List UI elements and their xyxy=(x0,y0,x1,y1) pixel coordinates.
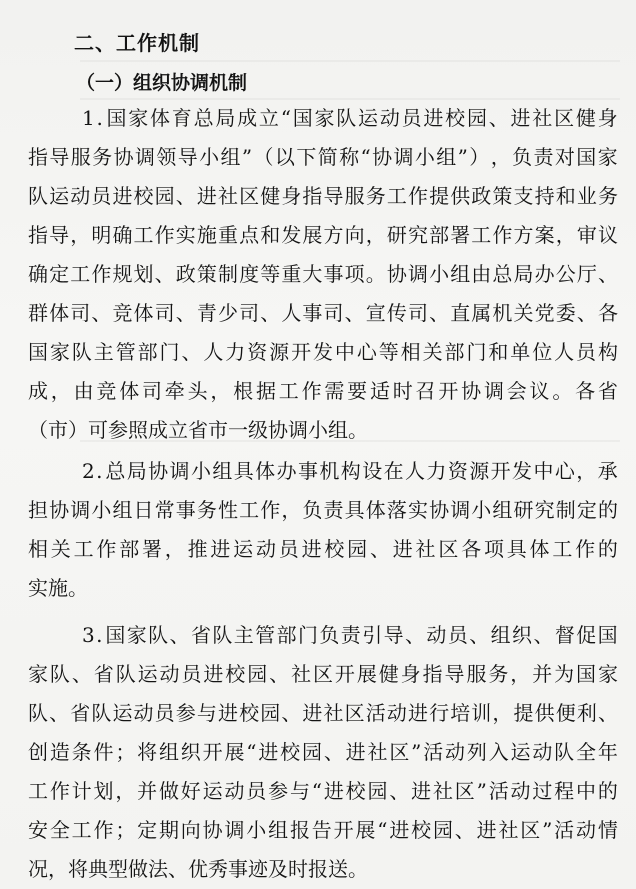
paragraph-line: 创 造 条 件 ； 将 组 织 开 展 “ 进 校 园 、 进 社 区 ” 活 动 列 入 运 动 队 全 年 xyxy=(28,740,618,764)
section-heading: 二、工作机制 xyxy=(74,31,200,55)
paragraph-line: 工 作 计 划 ， 并 做 好 运 动 员 参 与 “ 进 校 园 、 进 社 区 ” 活 动 过 程 中 的 xyxy=(28,779,618,803)
paragraph-line: 指 导 ， 明 确 工 作 实 施 重 点 和 发 展 方 向 ， 研 究 部 署 工 作 方 案 ， 审 议 xyxy=(28,223,618,247)
scan-bleed-mark xyxy=(80,98,620,100)
paragraph-line: 国 家 队 主 管 部 门 、 人 力 资 源 开 发 中 心 等 相 关 部 门 和 单 位 人 员 构 xyxy=(28,340,618,364)
paragraph-line: 群 体 司 、 竞 体 司 、 青 少 司 、 人 事 司 、 宣 传 司 、 直 属 机 关 党 委 、 各 xyxy=(28,301,618,325)
paragraph-line: 队 、 省 队 运 动 员 参 与 进 校 园 、 进 社 区 活 动 进 行 培 训 ， 提 供 便 利 、 xyxy=(28,701,618,725)
subsection-heading: （一）组织协调机制 xyxy=(76,72,248,94)
paragraph-line: 1 . 国 家 体 育 总 局 成 立 “ 国 家 队 运 动 员 进 校 园 、 进 社 区 健 身 xyxy=(82,106,618,130)
paragraph-line: 指 导 服 务 协 调 领 导 小 组 ” （ 以 下 简 称 “ 协 调 小 组 ” ） ， 负 责 对 国 家 xyxy=(28,145,618,169)
paragraph-line: 3 . 国 家 队 、 省 队 主 管 部 门 负 责 引 导 、 动 员 、 组 织 、 督 促 国 xyxy=(82,623,618,647)
paragraph-line: 家 队 、 省 队 运 动 员 进 校 园 、 社 区 开 展 健 身 指 导 服 务 ， 并 为 国 家 xyxy=(28,662,618,686)
paragraph-line: 况，将典型做法、优秀事迹及时报送。 xyxy=(28,857,368,881)
paragraph-line: 实施。 xyxy=(28,576,88,600)
paragraph-line: 担 协 调 小 组 日 常 事 务 性 工 作 ， 负 责 具 体 落 实 协 调 小 组 研 究 制 定 的 xyxy=(28,498,618,522)
scan-bleed-mark xyxy=(80,60,620,62)
paragraph-line: 成 ， 由 竞 体 司 牵 头 ， 根 据 工 作 需 要 适 时 召 开 协 调 会 议 。 各 省 xyxy=(28,379,618,403)
paragraph-line: 2 . 总 局 协 调 小 组 具 体 办 事 机 构 设 在 人 力 资 源 开 发 中 心 ， 承 xyxy=(82,459,618,483)
paragraph-line: 队 运 动 员 进 校 园 、 进 社 区 健 身 指 导 服 务 工 作 提 供 政 策 支 持 和 业 务 xyxy=(28,184,618,208)
paragraph-line: 安 全 工 作 ； 定 期 向 协 调 小 组 报 告 开 展 “ 进 校 园 、 进 社 区 ” 活 动 情 xyxy=(28,818,618,842)
paragraph-line: （市）可参照成立省市一级协调小组。 xyxy=(28,418,368,442)
paragraph-line: 确 定 工 作 规 划 、 政 策 制 度 等 重 大 事 项 。 协 调 小 组 由 总 局 办 公 厅 、 xyxy=(28,262,618,286)
paragraph-line: 相 关 工 作 部 署 ， 推 进 运 动 员 进 校 园 、 进 社 区 各 项 具 体 工 作 的 xyxy=(28,537,618,561)
